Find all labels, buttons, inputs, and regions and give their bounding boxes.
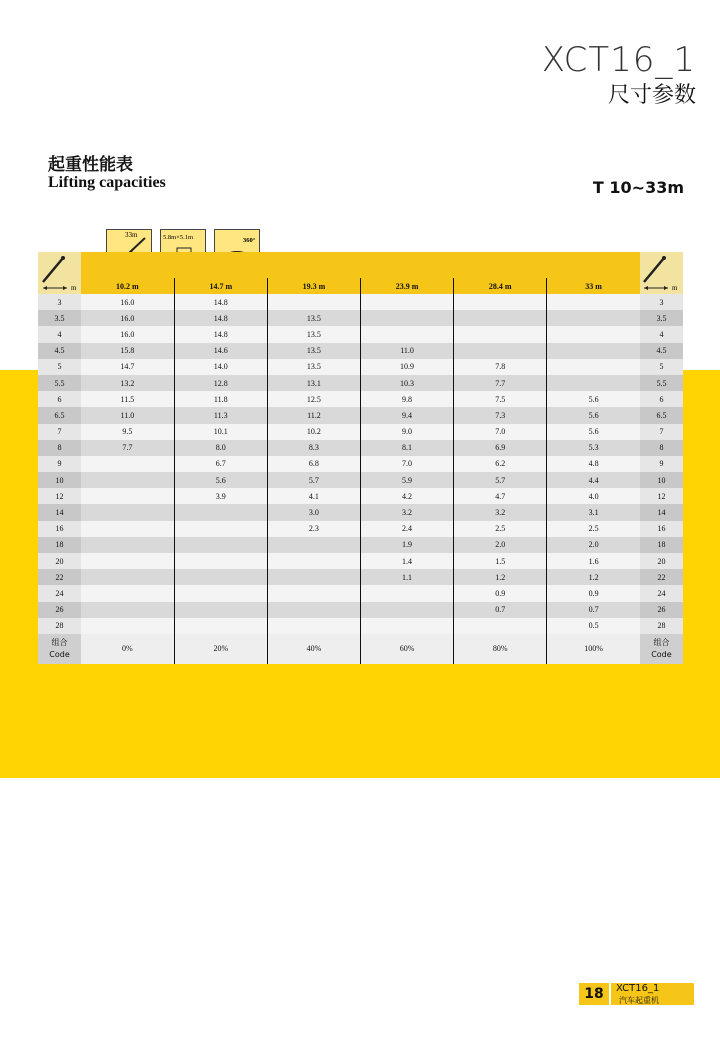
capacity-cell: 10.3: [360, 375, 453, 391]
capacity-cell: [547, 294, 640, 310]
boom-range-label: T 10~33m: [592, 178, 684, 197]
capacity-cell: [81, 618, 174, 634]
capacity-cell: 14.0: [174, 359, 267, 375]
capacity-cell: [267, 569, 360, 585]
table-row: [38, 359, 683, 375]
capacity-cell: 2.4: [360, 521, 453, 537]
capacity-cell: 1.9: [360, 537, 453, 553]
capacity-cell: 11.2: [267, 407, 360, 423]
capacity-cell: 3.2: [360, 504, 453, 520]
capacity-cell: 4.0: [547, 488, 640, 504]
outrigger-icon-label: 5.8m×5.1m: [163, 234, 194, 241]
table-row: [38, 602, 683, 618]
capacity-cell: [174, 521, 267, 537]
capacity-cell: 6.2: [454, 456, 547, 472]
capacity-cell: 12.8: [174, 375, 267, 391]
radius-cell-left: 4.5: [38, 343, 81, 359]
capacity-cell: [81, 553, 174, 569]
radius-cell-left: 5.5: [38, 375, 81, 391]
capacity-cell: 10.1: [174, 424, 267, 440]
capacity-cell: 10.2: [267, 424, 360, 440]
capacity-cell: 3.2: [454, 504, 547, 520]
table-row: [38, 440, 683, 456]
capacity-cell: 6.7: [174, 456, 267, 472]
capacity-cell: 7.0: [360, 456, 453, 472]
capacity-cell: 12.5: [267, 391, 360, 407]
radius-cell-right: 3.5: [640, 310, 683, 326]
capacity-cell: 8.3: [267, 440, 360, 456]
radius-cell-left: 4: [38, 326, 81, 342]
capacity-cell: 1.6: [547, 553, 640, 569]
capacity-cell: 11.8: [174, 391, 267, 407]
radius-header-right: [640, 252, 683, 294]
capacity-cell: 14.6: [174, 343, 267, 359]
capacity-cell: [174, 585, 267, 601]
code-cell: 60%: [360, 634, 453, 664]
radius-cell-right: 22: [640, 569, 683, 585]
radius-unit-left: m: [70, 284, 76, 292]
capacity-cell: 9.5: [81, 424, 174, 440]
capacity-cell: 5.9: [360, 472, 453, 488]
capacity-cell: 9.8: [360, 391, 453, 407]
capacity-cell: 14.8: [174, 326, 267, 342]
capacity-cell: [547, 310, 640, 326]
capacity-cell: [547, 375, 640, 391]
capacity-cell: [267, 537, 360, 553]
radius-cell-left: 9: [38, 456, 81, 472]
capacity-cell: 9.0: [360, 424, 453, 440]
radius-cell-right: 4: [640, 326, 683, 342]
table-row: [38, 375, 683, 391]
capacity-cell: 8.1: [360, 440, 453, 456]
capacity-cell: 0.5: [547, 618, 640, 634]
capacity-cell: 5.7: [454, 472, 547, 488]
boom-length-header: 28.4 m: [454, 278, 547, 294]
capacity-cell: [81, 488, 174, 504]
table-row: [38, 456, 683, 472]
footer-model: XCT16_1: [616, 983, 660, 994]
capacity-cell: 1.4: [360, 553, 453, 569]
capacity-cell: [360, 326, 453, 342]
page-subtitle: 尺寸参数: [607, 83, 696, 108]
code-cell: 100%: [547, 634, 640, 664]
table-row: [38, 553, 683, 569]
capacity-cell: 13.2: [81, 375, 174, 391]
capacity-cell: [360, 310, 453, 326]
code-cell: 20%: [174, 634, 267, 664]
radius-cell-left: 14: [38, 504, 81, 520]
radius-icon-right: [640, 252, 682, 292]
code-cell: 80%: [454, 634, 547, 664]
capacity-cell: 4.4: [547, 472, 640, 488]
section-title-cn: 起重性能表: [48, 155, 133, 175]
capacity-cell: 0.9: [454, 585, 547, 601]
capacity-cell: [174, 504, 267, 520]
capacity-cell: 7.5: [454, 391, 547, 407]
capacity-cell: 7.7: [454, 375, 547, 391]
capacity-cell: 7.3: [454, 407, 547, 423]
capacity-cell: 5.6: [547, 407, 640, 423]
capacity-cell: 5.7: [267, 472, 360, 488]
capacity-cell: 1.1: [360, 569, 453, 585]
code-cell: 0%: [81, 634, 174, 664]
capacity-cell: 14.7: [81, 359, 174, 375]
capacity-cell: 2.5: [547, 521, 640, 537]
capacity-cell: [547, 343, 640, 359]
capacity-cell: [267, 553, 360, 569]
model-title: XCT16_1: [541, 40, 696, 80]
radius-cell-right: 14: [640, 504, 683, 520]
radius-unit-right: m: [672, 284, 678, 292]
radius-cell-right: 6.5: [640, 407, 683, 423]
capacity-cell: [81, 472, 174, 488]
capacity-cell: [454, 618, 547, 634]
capacity-cell: [360, 585, 453, 601]
radius-cell-right: 20: [640, 553, 683, 569]
radius-cell-left: 6: [38, 391, 81, 407]
capacity-cell: 0.7: [547, 602, 640, 618]
table-row: [38, 618, 683, 634]
capacity-cell: 14.8: [174, 294, 267, 310]
capacity-cell: 4.7: [454, 488, 547, 504]
capacity-cell: [174, 602, 267, 618]
table-row: [38, 424, 683, 440]
capacity-cell: 5.6: [547, 424, 640, 440]
table-row: [38, 569, 683, 585]
table-row: [38, 472, 683, 488]
code-cell: 40%: [267, 634, 360, 664]
boom-length-icon-label: 33m: [125, 231, 138, 239]
capacity-cell: 11.0: [360, 343, 453, 359]
capacity-cell: 7.8: [454, 359, 547, 375]
radius-cell-right: 8: [640, 440, 683, 456]
capacity-cell: 2.0: [454, 537, 547, 553]
capacity-cell: [267, 602, 360, 618]
capacity-cell: 10.9: [360, 359, 453, 375]
capacity-cell: [267, 618, 360, 634]
radius-cell-right: 26: [640, 602, 683, 618]
footer-subtitle: 汽车起重机: [619, 996, 659, 1005]
capacity-cell: 4.8: [547, 456, 640, 472]
capacity-cell: 2.0: [547, 537, 640, 553]
capacity-cell: 11.5: [81, 391, 174, 407]
radius-cell-right: 5.5: [640, 375, 683, 391]
capacity-cell: 0.7: [454, 602, 547, 618]
boom-length-header: 19.3 m: [267, 278, 360, 294]
capacity-cell: 5.6: [547, 391, 640, 407]
capacity-cell: [267, 585, 360, 601]
capacity-cell: 13.5: [267, 343, 360, 359]
capacity-cell: [174, 553, 267, 569]
capacity-cell: [81, 504, 174, 520]
radius-cell-left: 7: [38, 424, 81, 440]
capacity-cell: [81, 602, 174, 618]
radius-cell-right: 10: [640, 472, 683, 488]
radius-cell-left: 16: [38, 521, 81, 537]
radius-cell-right: 3: [640, 294, 683, 310]
capacity-cell: 6.9: [454, 440, 547, 456]
capacity-cell: 11.0: [81, 407, 174, 423]
capacity-cell: [547, 359, 640, 375]
code-label-cn: 组合: [653, 637, 670, 647]
lifting-capacity-table: [38, 252, 683, 664]
radius-cell-right: 9: [640, 456, 683, 472]
radius-cell-left: 20: [38, 553, 81, 569]
capacity-cell: 13.5: [267, 326, 360, 342]
capacity-cell: [81, 569, 174, 585]
capacity-cell: 5.6: [174, 472, 267, 488]
capacity-cell: 15.8: [81, 343, 174, 359]
radius-cell-left: 18: [38, 537, 81, 553]
radius-cell-left: 3.5: [38, 310, 81, 326]
table-row: [38, 343, 683, 359]
boom-length-header: 23.9 m: [360, 278, 453, 294]
capacity-cell: [454, 294, 547, 310]
table-row: [38, 585, 683, 601]
radius-cell-left: 12: [38, 488, 81, 504]
capacity-cell: 16.0: [81, 310, 174, 326]
capacity-cell: 7.7: [81, 440, 174, 456]
section-title-en: Lifting capacities: [48, 174, 166, 191]
capacity-cell: [454, 326, 547, 342]
capacity-cell: [81, 537, 174, 553]
boom-length-header: 14.7 m: [174, 278, 267, 294]
table-row: [38, 326, 683, 342]
capacity-cell: [360, 294, 453, 310]
lifting-capacity-table-wrap: [38, 252, 683, 664]
capacity-cell: 0.9: [547, 585, 640, 601]
capacity-cell: [81, 521, 174, 537]
capacity-cell: 1.2: [454, 569, 547, 585]
radius-cell-left: 22: [38, 569, 81, 585]
capacity-cell: 6.8: [267, 456, 360, 472]
table-row: [38, 488, 683, 504]
capacity-cell: 13.5: [267, 359, 360, 375]
table-row: [38, 294, 683, 310]
capacity-cell: [174, 618, 267, 634]
rotation-icon-label: 360°: [243, 237, 256, 244]
table-row: [38, 521, 683, 537]
code-label-right: [640, 634, 683, 664]
table-row: [38, 310, 683, 326]
code-label-en: Code: [49, 649, 70, 659]
radius-cell-right: 24: [640, 585, 683, 601]
capacity-cell: 16.0: [81, 294, 174, 310]
capacity-cell: 8.0: [174, 440, 267, 456]
radius-cell-right: 4.5: [640, 343, 683, 359]
boom-length-header: 10.2 m: [81, 278, 174, 294]
code-label-cn: 组合: [51, 637, 68, 647]
radius-cell-left: 8: [38, 440, 81, 456]
capacity-cell: [454, 343, 547, 359]
capacity-cell: [360, 602, 453, 618]
code-label-left: [38, 634, 81, 664]
capacity-cell: [174, 569, 267, 585]
capacity-cell: [174, 537, 267, 553]
radius-cell-right: 18: [640, 537, 683, 553]
capacity-cell: [454, 310, 547, 326]
capacity-cell: [81, 585, 174, 601]
radius-cell-left: 10: [38, 472, 81, 488]
radius-cell-left: 26: [38, 602, 81, 618]
radius-cell-right: 5: [640, 359, 683, 375]
capacity-cell: 1.5: [454, 553, 547, 569]
radius-header-left: [38, 252, 81, 294]
capacity-cell: 13.1: [267, 375, 360, 391]
capacity-cell: 2.3: [267, 521, 360, 537]
capacity-cell: 4.1: [267, 488, 360, 504]
radius-cell-left: 6.5: [38, 407, 81, 423]
capacity-cell: 13.5: [267, 310, 360, 326]
radius-cell-left: 28: [38, 618, 81, 634]
capacity-cell: 11.3: [174, 407, 267, 423]
capacity-cell: 7.0: [454, 424, 547, 440]
table-row: [38, 407, 683, 423]
capacity-cell: 5.3: [547, 440, 640, 456]
radius-cell-right: 6: [640, 391, 683, 407]
capacity-cell: [360, 618, 453, 634]
capacity-cell: 3.1: [547, 504, 640, 520]
capacity-cell: [547, 326, 640, 342]
capacity-cell: 3.0: [267, 504, 360, 520]
capacity-cell: 9.4: [360, 407, 453, 423]
radius-cell-right: 7: [640, 424, 683, 440]
boom-length-header: 33 m: [547, 278, 640, 294]
page-number: 18: [579, 983, 609, 1005]
capacity-cell: 16.0: [81, 326, 174, 342]
radius-cell-right: 12: [640, 488, 683, 504]
radius-cell-right: 28: [640, 618, 683, 634]
capacity-cell: [267, 294, 360, 310]
capacity-cell: 1.2: [547, 569, 640, 585]
radius-cell-left: 3: [38, 294, 81, 310]
table-row: [38, 537, 683, 553]
capacity-cell: 3.9: [174, 488, 267, 504]
code-label-en: Code: [651, 649, 672, 659]
capacity-cell: [81, 456, 174, 472]
radius-cell-right: 16: [640, 521, 683, 537]
radius-cell-left: 5: [38, 359, 81, 375]
table-row: [38, 504, 683, 520]
radius-cell-left: 24: [38, 585, 81, 601]
capacity-cell: 2.5: [454, 521, 547, 537]
capacity-cell: 4.2: [360, 488, 453, 504]
radius-icon: [39, 252, 81, 292]
capacity-cell: 14.8: [174, 310, 267, 326]
table-row: [38, 391, 683, 407]
